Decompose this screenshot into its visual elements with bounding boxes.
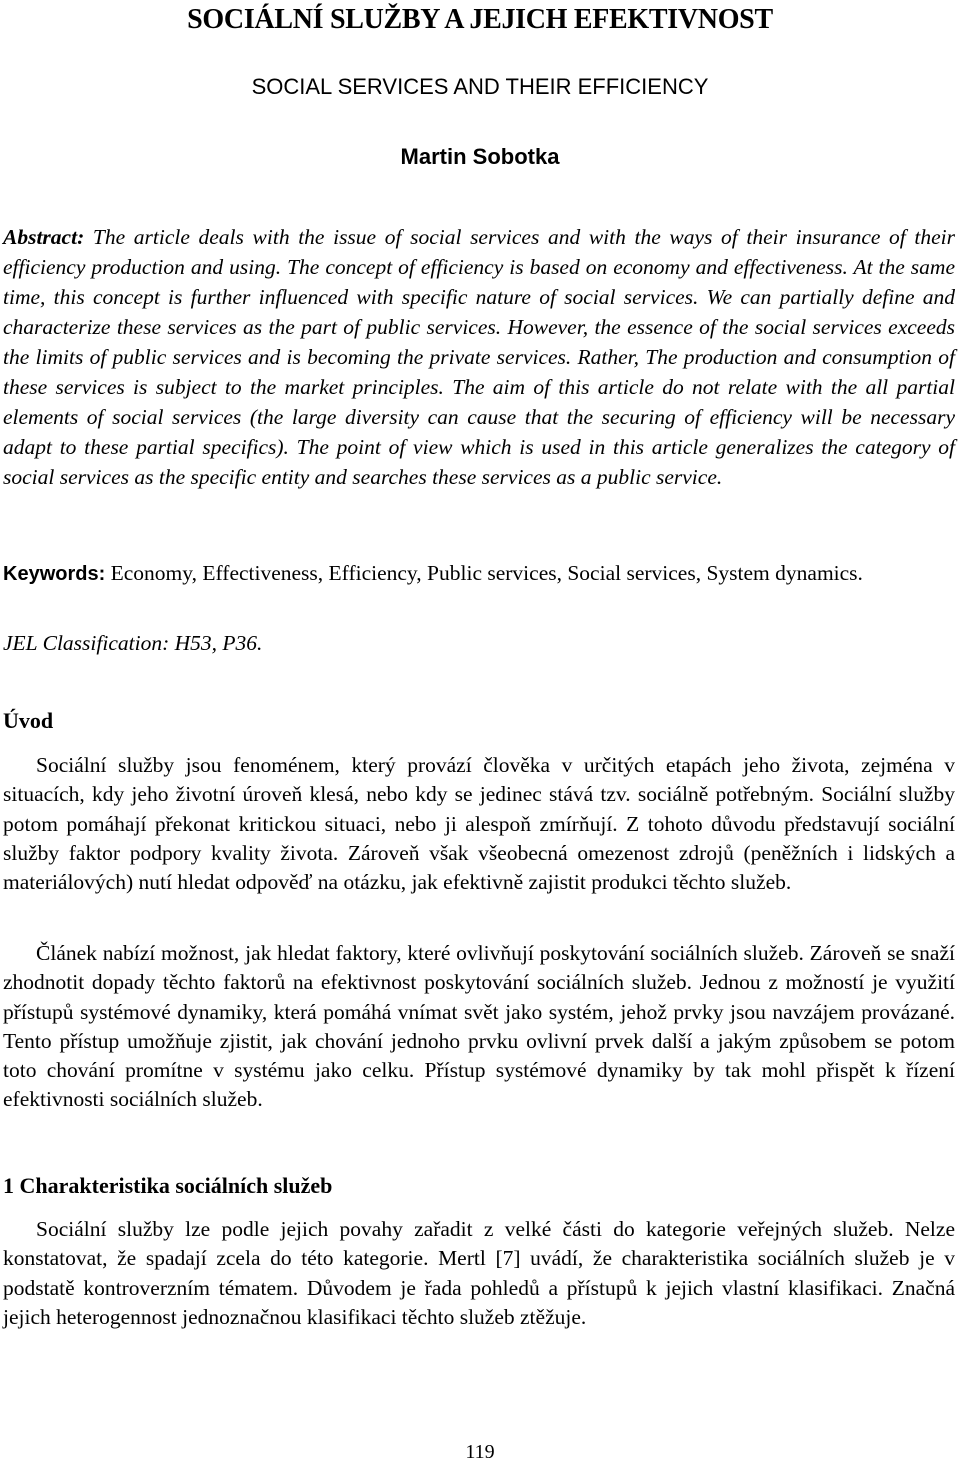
- abstract-label: Abstract:: [3, 225, 85, 249]
- keywords: [3, 558, 955, 589]
- section-1-paragraph-1: Sociální služby lze podle jejich povahy zařadit z velké části do kategorie veřejných služeb. Nelze konstatovat, že spadají zcela do této kategorie. Mertl [7] uvádí, že charakteristika sociálních služeb je v podstatě kontroverzním tématem. Důvodem je řada pohledů a přístupů k jejich vlastní klasifikaci. Značná jejich heterogennost jednoznačnou klasifikaci těchto služeb ztěžuje.: [3, 1217, 955, 1329]
- paper-title-english: SOCIAL SERVICES AND THEIR EFFICIENCY: [251, 74, 709, 99]
- jel-value: : H53, P36.: [162, 631, 263, 655]
- intro-paragraph-2: Článek nabízí možnost, jak hledat faktory, které ovlivňují poskytování sociálních služeb. Zároveň se snaží zhodnotit dopady těchto faktorů na efektivnost poskytování sociálních služeb. Jednou z možností je využití přístupů systémové dynamiky, která pomáhá vnímat svět jako systém, jehož prvky jsou navzájem provázané. Tento přístup umožňuje zjistit, jak chování jednoho prvku ovlivní prvek další a jakým způsobem se potom toto chování promítne v systému jako celku. Přístup systémové dynamiky by tak mohl přispět k řízení efektivnosti sociálních služeb.: [3, 941, 955, 1112]
- abstract: [3, 222, 955, 492]
- intro-paragraph-1: Sociální služby jsou fenoménem, který provází člověka v určitých etapách jeho života, zejména v situacích, kdy jeho životní úroveň klesá, nebo kdy se jedinec stává tzv. sociálně potřebným. Sociální služby potom pomáhají překonat kritickou situaci, nebo ji alespoň zmírňují. Z tohoto důvodu představují sociální služby faktor podpory kvality života. Zároveň však všeobecná omezenost zdrojů (peněžních i lidských a materiálových) nutí hledat odpověď na otázku, jak efektivně zajistit produkci těchto služeb.: [3, 753, 955, 895]
- author-name: Martin Sobotka: [400, 144, 560, 169]
- page-number: 119: [465, 1441, 495, 1463]
- keywords-label: Keywords:: [3, 563, 106, 585]
- section-heading-1: 1 Charakteristika sociálních služeb: [3, 1173, 333, 1198]
- paper-title-czech: SOCIÁLNÍ SLUŽBY A JEJICH EFEKTIVNOST: [187, 4, 773, 35]
- jel-label: JEL Classification: [3, 631, 163, 655]
- keywords-text: Economy, Effectiveness, Efficiency, Public services, Social services, System dynamics.: [110, 561, 863, 585]
- jel-classification: [3, 628, 955, 658]
- abstract-text: The article deals with the issue of social services and with the ways of their insurance of their efficiency production and using. The concept of efficiency is based on economy and effectiveness. At the same time, this concept is further influenced with specific nature of social services. We can partially define and characterize these services as the part of public services. However, the essence of the social services exceeds the limits of public services and is becoming the private services. Rather, The production and consumption of these services is subject to the market principles. The aim of this article do not relate with the all partial elements of social services (the large diversity can cause that the securing of efficiency will be necessary adapt to these partial specifics). The point of view which is used in this article generalizes the category of social services as the specific entity and searches these services as a public service.: [3, 225, 956, 489]
- section-heading-intro: Úvod: [3, 708, 54, 733]
